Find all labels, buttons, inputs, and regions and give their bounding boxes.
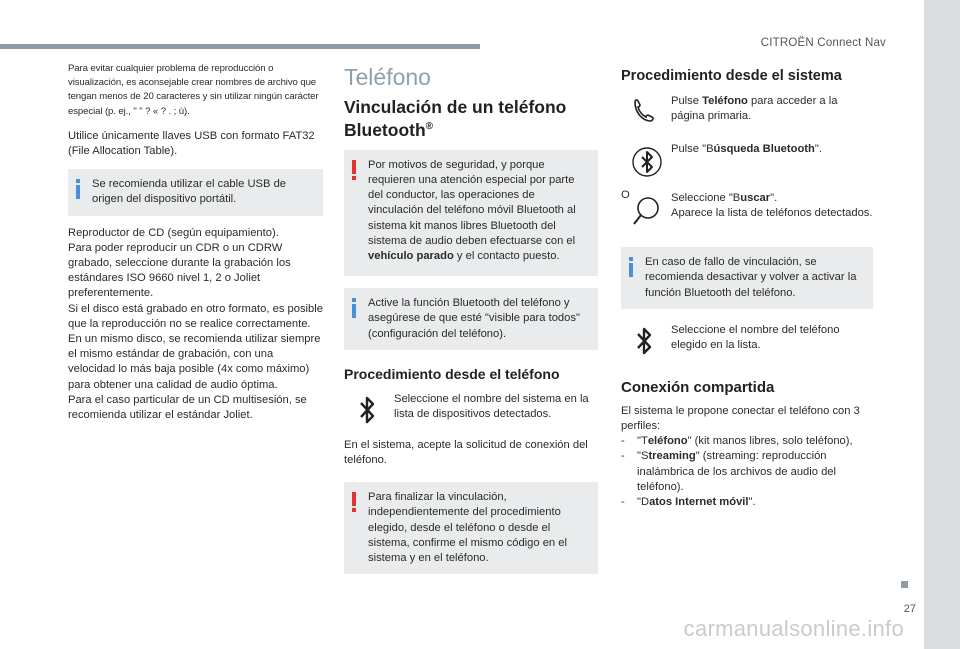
- phone-handset-icon: [621, 92, 671, 132]
- shared-intro: El sistema le propone conectar el teléfono con 3 perfiles:: [621, 404, 860, 433]
- confirm-code-warning: Para finalizar la vinculación, independientemente del procedimiento elegido, desde el teléfono o desde el sistema, confirme el mismo código en el sistema y en el teléfono.: [344, 482, 598, 574]
- bluetooth-search-icon: [621, 140, 671, 180]
- column-3: [621, 62, 873, 510]
- proc-system-title: Procedimiento desde el sistema: [621, 68, 842, 84]
- filename-advice: Para evitar cualquier problema de reproducción o visualización, es aconsejable crear nombres de archivo que tengan menos de 20 caracteres y sin utilizar ningún carácter especial (p. ej., " " ? « ? . ; ù).: [68, 63, 319, 117]
- step-search: Seleccione "Buscar". Aparece la lista de teléfonos detectados.: [621, 189, 873, 235]
- header-rule: [0, 44, 480, 49]
- step-select-phone: Seleccione el nombre del teléfono elegido en la lista.: [621, 321, 873, 361]
- step-bluetooth-search: Pulse "Búsqueda Bluetooth".: [621, 140, 873, 180]
- side-band: [924, 0, 960, 649]
- search-icon: [621, 189, 671, 235]
- shared-connection-title: Conexión compartida: [621, 378, 775, 396]
- bluetooth-activate-note: Active la función Bluetooth del teléfono y asegúrese de que esté "visible para todos" (configuración del teléfono).: [344, 288, 598, 350]
- usb-format-text: Utilice únicamente llaves USB con formato FAT32 (File Allocation Table).: [68, 129, 315, 158]
- bluetooth-icon: [621, 321, 671, 361]
- safety-warning: Por motivos de seguridad, y porque requieren una atención especial por parte del conductor, las operaciones de vinculación del teléfono móvil Bluetooth al sistema kit manos libres Bluetooth del sistema de audio deben efectuarse con el vehículo parado y el contacto puesto.: [344, 150, 598, 276]
- profile-list: [621, 434, 873, 510]
- list-item: - "Teléfono" (kit manos libres, solo teléfono),: [621, 434, 873, 449]
- info-icon: [76, 179, 80, 199]
- brand-label: CITROËN Connect Nav: [760, 37, 886, 49]
- or-label: O: [621, 189, 630, 201]
- info-icon: [352, 298, 356, 318]
- column-1: [68, 62, 323, 423]
- usb-cable-note: [68, 169, 323, 215]
- page-number: 27: [903, 603, 916, 615]
- end-square: [901, 581, 908, 588]
- accept-request-text: En el sistema, acepte la solicitud de conexión del teléfono.: [344, 438, 588, 467]
- column-2: [344, 62, 598, 574]
- list-item: - "Streaming" (streaming: reproducción inalámbrica de los archivos de audio del teléfono).: [621, 449, 873, 495]
- usb-cable-note-text: Se recomienda utilizar el cable USB de origen del dispositivo portátil.: [92, 178, 287, 206]
- warning-icon: [352, 492, 356, 512]
- section-title: Teléfono: [344, 64, 431, 90]
- proc-phone-title: Procedimiento desde el teléfono: [344, 365, 560, 382]
- list-item: - "Datos Internet móvil".: [621, 495, 873, 510]
- step-press-phone: Pulse Teléfono para acceder a la página primaria.: [621, 92, 873, 132]
- pairing-title: Vinculación de un teléfono Bluetooth®: [344, 97, 567, 140]
- info-icon: [629, 257, 633, 277]
- watermark: carmanualsonline.info: [683, 616, 904, 641]
- bluetooth-icon: [344, 390, 394, 430]
- warning-icon: [352, 160, 356, 180]
- cd-player-text: Reproductor de CD (según equipamiento). Para poder reproducir un CDR o un CDRW grabado, seleccione durante la grabación los estándares ISO 9660 nivel 1, 2 o Joliet preferentemente. Si el disco está grabado en otro formato, es posible que la reproducción no se realice correctamente. En un mismo disco, se recomienda utilizar siempre el mismo estándar de grabación, con una velocidad lo más baja posible (4x como máximo) para obtener una calidad de audio óptima. Para el caso particular de un CD multisesión, se recomienda utilizar el estándar Joliet.: [68, 226, 323, 422]
- pairing-failure-note: En caso de fallo de vinculación, se recomienda desactivar y volver a activar la función Bluetooth del teléfono.: [621, 247, 873, 309]
- step-select-system: Seleccione el nombre del sistema en la lista de dispositivos detectados.: [344, 390, 598, 430]
